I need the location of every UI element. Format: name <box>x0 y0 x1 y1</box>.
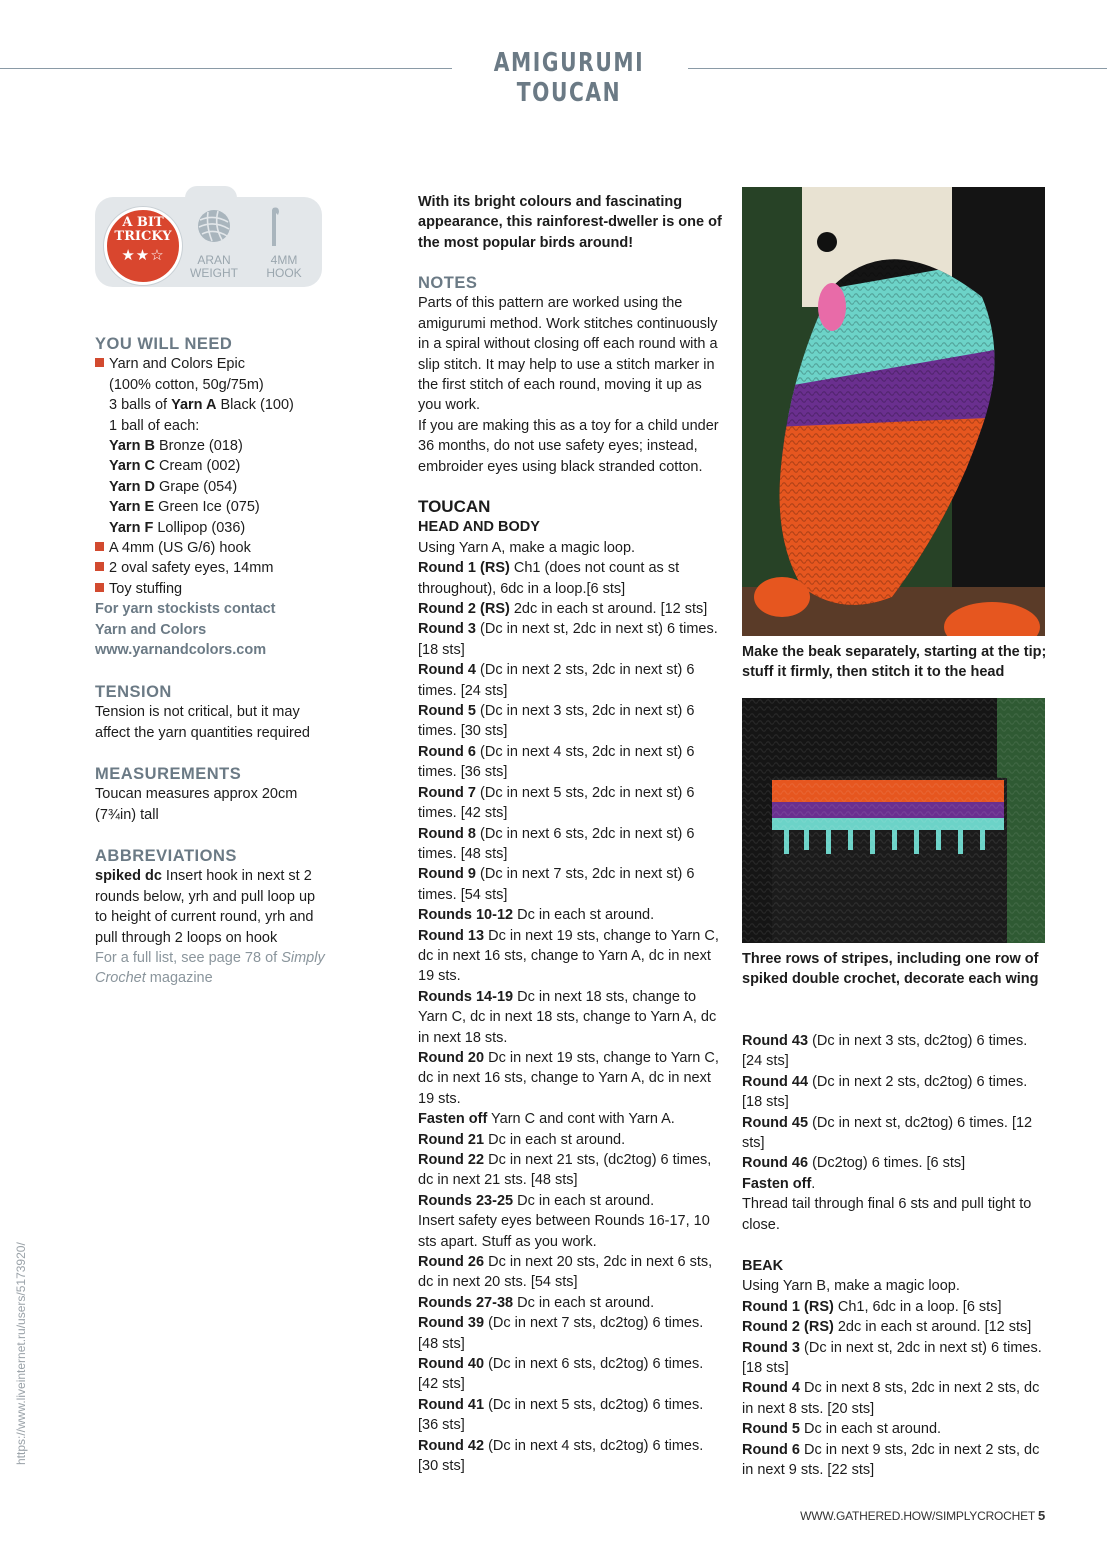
row-label: Round 2 (RS) <box>742 1319 834 1336</box>
row-label: Round 9 <box>418 866 476 883</box>
pattern-row <box>418 1130 723 1150</box>
page-number: 5 <box>1037 1508 1045 1523</box>
pattern-row <box>418 1191 723 1211</box>
row-text: (Dc2tog) 6 times. [6 sts] <box>808 1155 966 1172</box>
one-ball-line: 1 ball of each: <box>109 417 200 434</box>
tension-text: Tension is not critical, but it may affect the yarn quantities required <box>95 704 310 741</box>
page-title: AMIGURUMI TOUCAN <box>493 48 645 108</box>
yarn-line: Yarn C Cream (002) <box>109 458 241 475</box>
row-text: (Dc in next 4 sts, dc2tog) 6 times. [30 sts] <box>418 1437 704 1475</box>
row-label: Round 22 <box>418 1152 485 1168</box>
pattern-row <box>418 1313 723 1354</box>
list-item: 2 oval safety eyes, 14mm <box>95 558 335 578</box>
stockists-link[interactable]: www.yarnandcolors.com <box>95 642 267 659</box>
pattern-row <box>418 1395 723 1436</box>
row-text: Thread tail through final 6 sts and pull tight to close. <box>742 1196 1032 1233</box>
list-item: Yarn and Colors Epic <box>95 354 335 374</box>
pattern-rows <box>742 1031 1047 1235</box>
hook-size-label: 4MM HOOK <box>266 253 302 280</box>
row-label: Round 26 <box>418 1254 485 1271</box>
head-body-heading: HEAD AND BODY <box>418 519 540 536</box>
pattern-row <box>742 1317 1047 1337</box>
stockists-line: Yarn and Colors <box>95 621 207 638</box>
pattern-row <box>418 599 723 619</box>
row-text: (Dc in next 2 sts, dc2tog) 6 times. [18 sts] <box>742 1073 1028 1111</box>
yarn-a-line: 3 balls of Yarn A Black (100) <box>109 397 294 414</box>
abbreviations-heading: ABBREVIATIONS <box>95 847 237 865</box>
notes-heading: NOTES <box>418 274 478 292</box>
row-text: Dc in next 19 sts, change to Yarn C, dc in next 16 sts, change to Yarn A, dc in next 19 sts. <box>418 1049 719 1107</box>
yarn-line: Yarn F Lollipop (036) <box>109 519 246 536</box>
pattern-row <box>742 1194 1047 1235</box>
row-label: Round 2 (RS) <box>418 601 510 618</box>
pattern-row <box>418 1211 723 1252</box>
full-list-note: For a full list, see page 78 of Simply Crochet magazine <box>95 950 325 987</box>
row-text: (Dc in next 2 sts, 2dc in next st) 6 times. [24 sts] <box>418 662 695 699</box>
pattern-row <box>418 1150 723 1191</box>
row-label: Round 4 <box>742 1380 800 1397</box>
row-text: (Dc in next 5 sts, dc2tog) 6 times. [36 sts] <box>418 1396 704 1434</box>
row-label: Round 3 <box>418 621 476 638</box>
pattern-row <box>418 742 723 783</box>
row-label: Round 39 <box>418 1315 485 1332</box>
row-text: 2dc in each st around. [12 sts] <box>833 1319 1032 1336</box>
row-text: Dc in next 19 sts, change to Yarn C, dc in next 16 sts, change to Yarn A, dc in next 19 sts. <box>418 927 719 985</box>
abbreviations-section <box>95 846 325 989</box>
row-label: Round 4 <box>418 662 476 679</box>
pattern-row <box>742 1031 1047 1072</box>
wing-photo <box>742 698 1045 943</box>
pattern-row <box>418 987 723 1048</box>
yarn-line: Yarn D Grape (054) <box>109 478 238 495</box>
row-label: Round 45 <box>742 1114 809 1131</box>
footer-url[interactable]: WWW.GATHERED.HOW/SIMPLYCROCHET <box>800 1509 1035 1523</box>
yarn-weight-label: ARAN WEIGHT <box>190 253 238 280</box>
row-text: Dc in next 8 sts, 2dc in next 2 sts, dc in next 8 sts. [20 sts] <box>742 1380 1040 1417</box>
crochet-hook-icon <box>266 206 288 248</box>
pattern-row <box>742 1174 1047 1194</box>
row-label: Round 6 <box>742 1441 800 1458</box>
row-text: Dc in next 21 sts, (dc2tog) 6 times, dc in next 21 sts. [48 sts] <box>418 1152 712 1189</box>
beak-photo <box>742 187 1045 636</box>
beak-intro: Using Yarn B, make a magic loop. <box>742 1278 960 1295</box>
row-text: Ch1, 6dc in a loop. [6 sts] <box>833 1298 1002 1315</box>
side-watermark-url: https://www.liveinternet.ru/users/5173920/ <box>14 1242 28 1465</box>
notes-paragraph: Parts of this pattern are worked using the amigurumi method. Work stitches continuously in a spiral without closing off each round with a slip stitch. It may help to use a stitch marker in the first stitch of each round, moving it up as you work. <box>418 295 718 414</box>
row-text: Dc in next 20 sts, 2dc in next 6 sts, dc in next 20 sts. [54 sts] <box>418 1254 713 1291</box>
pattern-row <box>418 783 723 824</box>
row-text: (Dc in next 5 sts, 2dc in next st) 6 times. [42 sts] <box>418 784 695 822</box>
pattern-row <box>418 1109 723 1129</box>
row-label: Round 41 <box>418 1396 485 1413</box>
row-label: Round 46 <box>742 1155 809 1172</box>
row-label: Round 5 <box>742 1421 800 1438</box>
difficulty-stars: ★★☆ <box>121 247 165 264</box>
intro-text: With its bright colours and fascinating appearance, this rainforest-dweller is one of the most popular birds around! <box>418 194 722 251</box>
pattern-row <box>418 864 723 905</box>
pattern-row <box>742 1072 1047 1113</box>
pattern-row <box>418 701 723 742</box>
pattern-row <box>418 824 723 865</box>
intro-section <box>418 192 723 253</box>
pattern-row <box>742 1113 1047 1154</box>
pattern-row <box>418 1048 723 1109</box>
row-label: Round 1 (RS) <box>418 560 510 577</box>
pattern-row <box>742 1440 1047 1481</box>
row-text: (Dc in next 6 sts, dc2tog) 6 times. [42 sts] <box>418 1356 704 1393</box>
toucan-heading: TOUCAN <box>418 497 491 516</box>
yarn-line: Yarn E Green Ice (075) <box>109 499 260 516</box>
bullet-square-icon <box>95 562 104 571</box>
row-text: (Dc in next 7 sts, dc2tog) 6 times. [48 sts] <box>418 1315 704 1352</box>
row-label: Rounds 23-25 <box>418 1192 514 1209</box>
row-label: Round 5 <box>418 703 476 720</box>
pattern-intro: Using Yarn A, make a magic loop. <box>418 539 636 556</box>
pattern-rows <box>418 558 723 1476</box>
row-label: Round 6 <box>418 743 476 760</box>
list-item: Toy stuffing <box>95 579 335 599</box>
bullet-square-icon <box>95 583 104 592</box>
pattern-row <box>742 1338 1047 1379</box>
header-rule-right <box>688 68 1107 69</box>
pattern-row <box>742 1419 1047 1439</box>
row-label: Rounds 27-38 <box>418 1294 514 1311</box>
measurements-text: Toucan measures approx 20cm <box>95 786 298 803</box>
row-text: Dc in each st around. <box>484 1131 626 1148</box>
beak-section <box>742 1256 1047 1480</box>
pattern-row <box>742 1378 1047 1419</box>
row-text: Dc in next 9 sts, 2dc in next 2 sts, dc in next 9 sts. [22 sts] <box>742 1441 1040 1479</box>
beak-heading: BEAK <box>742 1258 784 1274</box>
pattern-row <box>418 558 723 599</box>
you-will-need-heading: YOU WILL NEED <box>95 335 233 353</box>
abbreviation-entry: spiked dc Insert hook in next st 2 rounds below, yrh and pull loop up to height of current round, yrh and pull through 2 loops on hook <box>95 868 316 946</box>
row-text: (Dc in next 3 sts, dc2tog) 6 times. [24 sts] <box>742 1033 1028 1070</box>
bullet-square-icon <box>95 358 104 367</box>
header-rule-left <box>0 68 452 69</box>
yarn-ball-icon <box>196 208 232 244</box>
row-text: Ch1 (does not count as st throughout), 6dc in a loop.[6 sts] <box>418 560 680 597</box>
pattern-rows <box>742 1297 1047 1481</box>
difficulty-label: A BIT TRICKY <box>114 215 172 244</box>
row-label: Round 21 <box>418 1131 485 1148</box>
yarn-spec: (100% cotton, 50g/75m) <box>109 376 264 393</box>
pattern-row <box>418 1252 723 1293</box>
notes-paragraph: If you are making this as a toy for a child under 36 months, do not use safety eyes; instead, embroider eyes using black stranded cotton. <box>418 417 719 475</box>
stockists-line: For yarn stockists contact <box>95 601 276 618</box>
row-label: Round 3 <box>742 1339 800 1356</box>
list-item: A 4mm (US G/6) hook <box>95 538 335 558</box>
row-text: Insert safety eyes between Rounds 16-17, 10 sts apart. Stuff as you work. <box>418 1213 710 1250</box>
row-text: Dc in each st around. <box>513 1294 655 1311</box>
row-label: Round 40 <box>418 1356 485 1373</box>
measurements-section <box>95 764 335 825</box>
row-text: (Dc in next 4 sts, 2dc in next st) 6 times. [36 sts] <box>418 743 695 781</box>
row-text: Dc in each st around. <box>513 1192 655 1209</box>
measurements-text: (7¾in) tall <box>95 806 159 823</box>
toucan-section <box>418 497 723 1477</box>
row-text: Yarn C and cont with Yarn A. <box>487 1111 675 1128</box>
row-label: Rounds 14-19 <box>418 988 514 1005</box>
row-text: (Dc in next 7 sts, 2dc in next st) 6 times. [54 sts] <box>418 866 695 903</box>
row-text: Dc in each st around. <box>513 907 655 924</box>
row-label: Fasten off <box>418 1111 488 1128</box>
pattern-row <box>418 1436 723 1477</box>
row-text: (Dc in next 6 sts, 2dc in next st) 6 times. [48 sts] <box>418 825 695 862</box>
pattern-row <box>418 619 723 660</box>
row-text: Dc in each st around. <box>800 1421 942 1438</box>
row-text: . <box>811 1175 816 1192</box>
you-will-need-section <box>95 334 335 661</box>
row-text: (Dc in next 3 sts, 2dc in next st) 6 times. [30 sts] <box>418 703 695 740</box>
pattern-row <box>742 1153 1047 1173</box>
row-label: Rounds 10-12 <box>418 907 514 924</box>
row-label: Round 7 <box>418 784 476 801</box>
row-text: (Dc in next st, dc2tog) 6 times. [12 sts] <box>742 1114 1033 1152</box>
footer <box>800 1508 1045 1523</box>
row-text: Dc in next 18 sts, change to Yarn C, dc in next 18 sts, change to Yarn A, dc in next 18 sts. <box>418 988 717 1046</box>
row-text: 2dc in each st around. [12 sts] <box>509 601 708 618</box>
yarn-line: Yarn B Bronze (018) <box>109 438 243 455</box>
row-label: Round 44 <box>742 1073 809 1090</box>
pattern-row <box>418 905 723 925</box>
row-label: Round 42 <box>418 1437 485 1454</box>
row-label: Round 20 <box>418 1049 485 1066</box>
notes-section <box>418 273 723 477</box>
row-label: Round 13 <box>418 927 485 944</box>
row-label: Fasten off <box>742 1175 812 1192</box>
bullet-square-icon <box>95 542 104 551</box>
row-label: Round 1 (RS) <box>742 1298 834 1315</box>
row-label: Round 43 <box>742 1033 809 1049</box>
tension-heading: TENSION <box>95 683 172 701</box>
row-text: (Dc in next st, 2dc in next st) 6 times. [18 sts] <box>742 1339 1042 1377</box>
pattern-row <box>742 1297 1047 1317</box>
row-text: (Dc in next st, 2dc in next st) 6 times. [18 sts] <box>418 621 718 658</box>
pattern-row <box>418 926 723 987</box>
pattern-row <box>418 660 723 701</box>
row-label: Round 8 <box>418 825 476 842</box>
measurements-heading: MEASUREMENTS <box>95 765 242 783</box>
wing-photo-caption: Three rows of stripes, including one row of spiked double crochet, decorate each wing <box>742 951 1039 988</box>
beak-photo-caption: Make the beak separately, starting at the tip; stuff it firmly, then stitch it to the head <box>742 644 1047 681</box>
pattern-row <box>418 1354 723 1395</box>
pattern-row <box>418 1293 723 1313</box>
tension-section <box>95 682 335 743</box>
head-body-continued <box>742 1031 1047 1235</box>
